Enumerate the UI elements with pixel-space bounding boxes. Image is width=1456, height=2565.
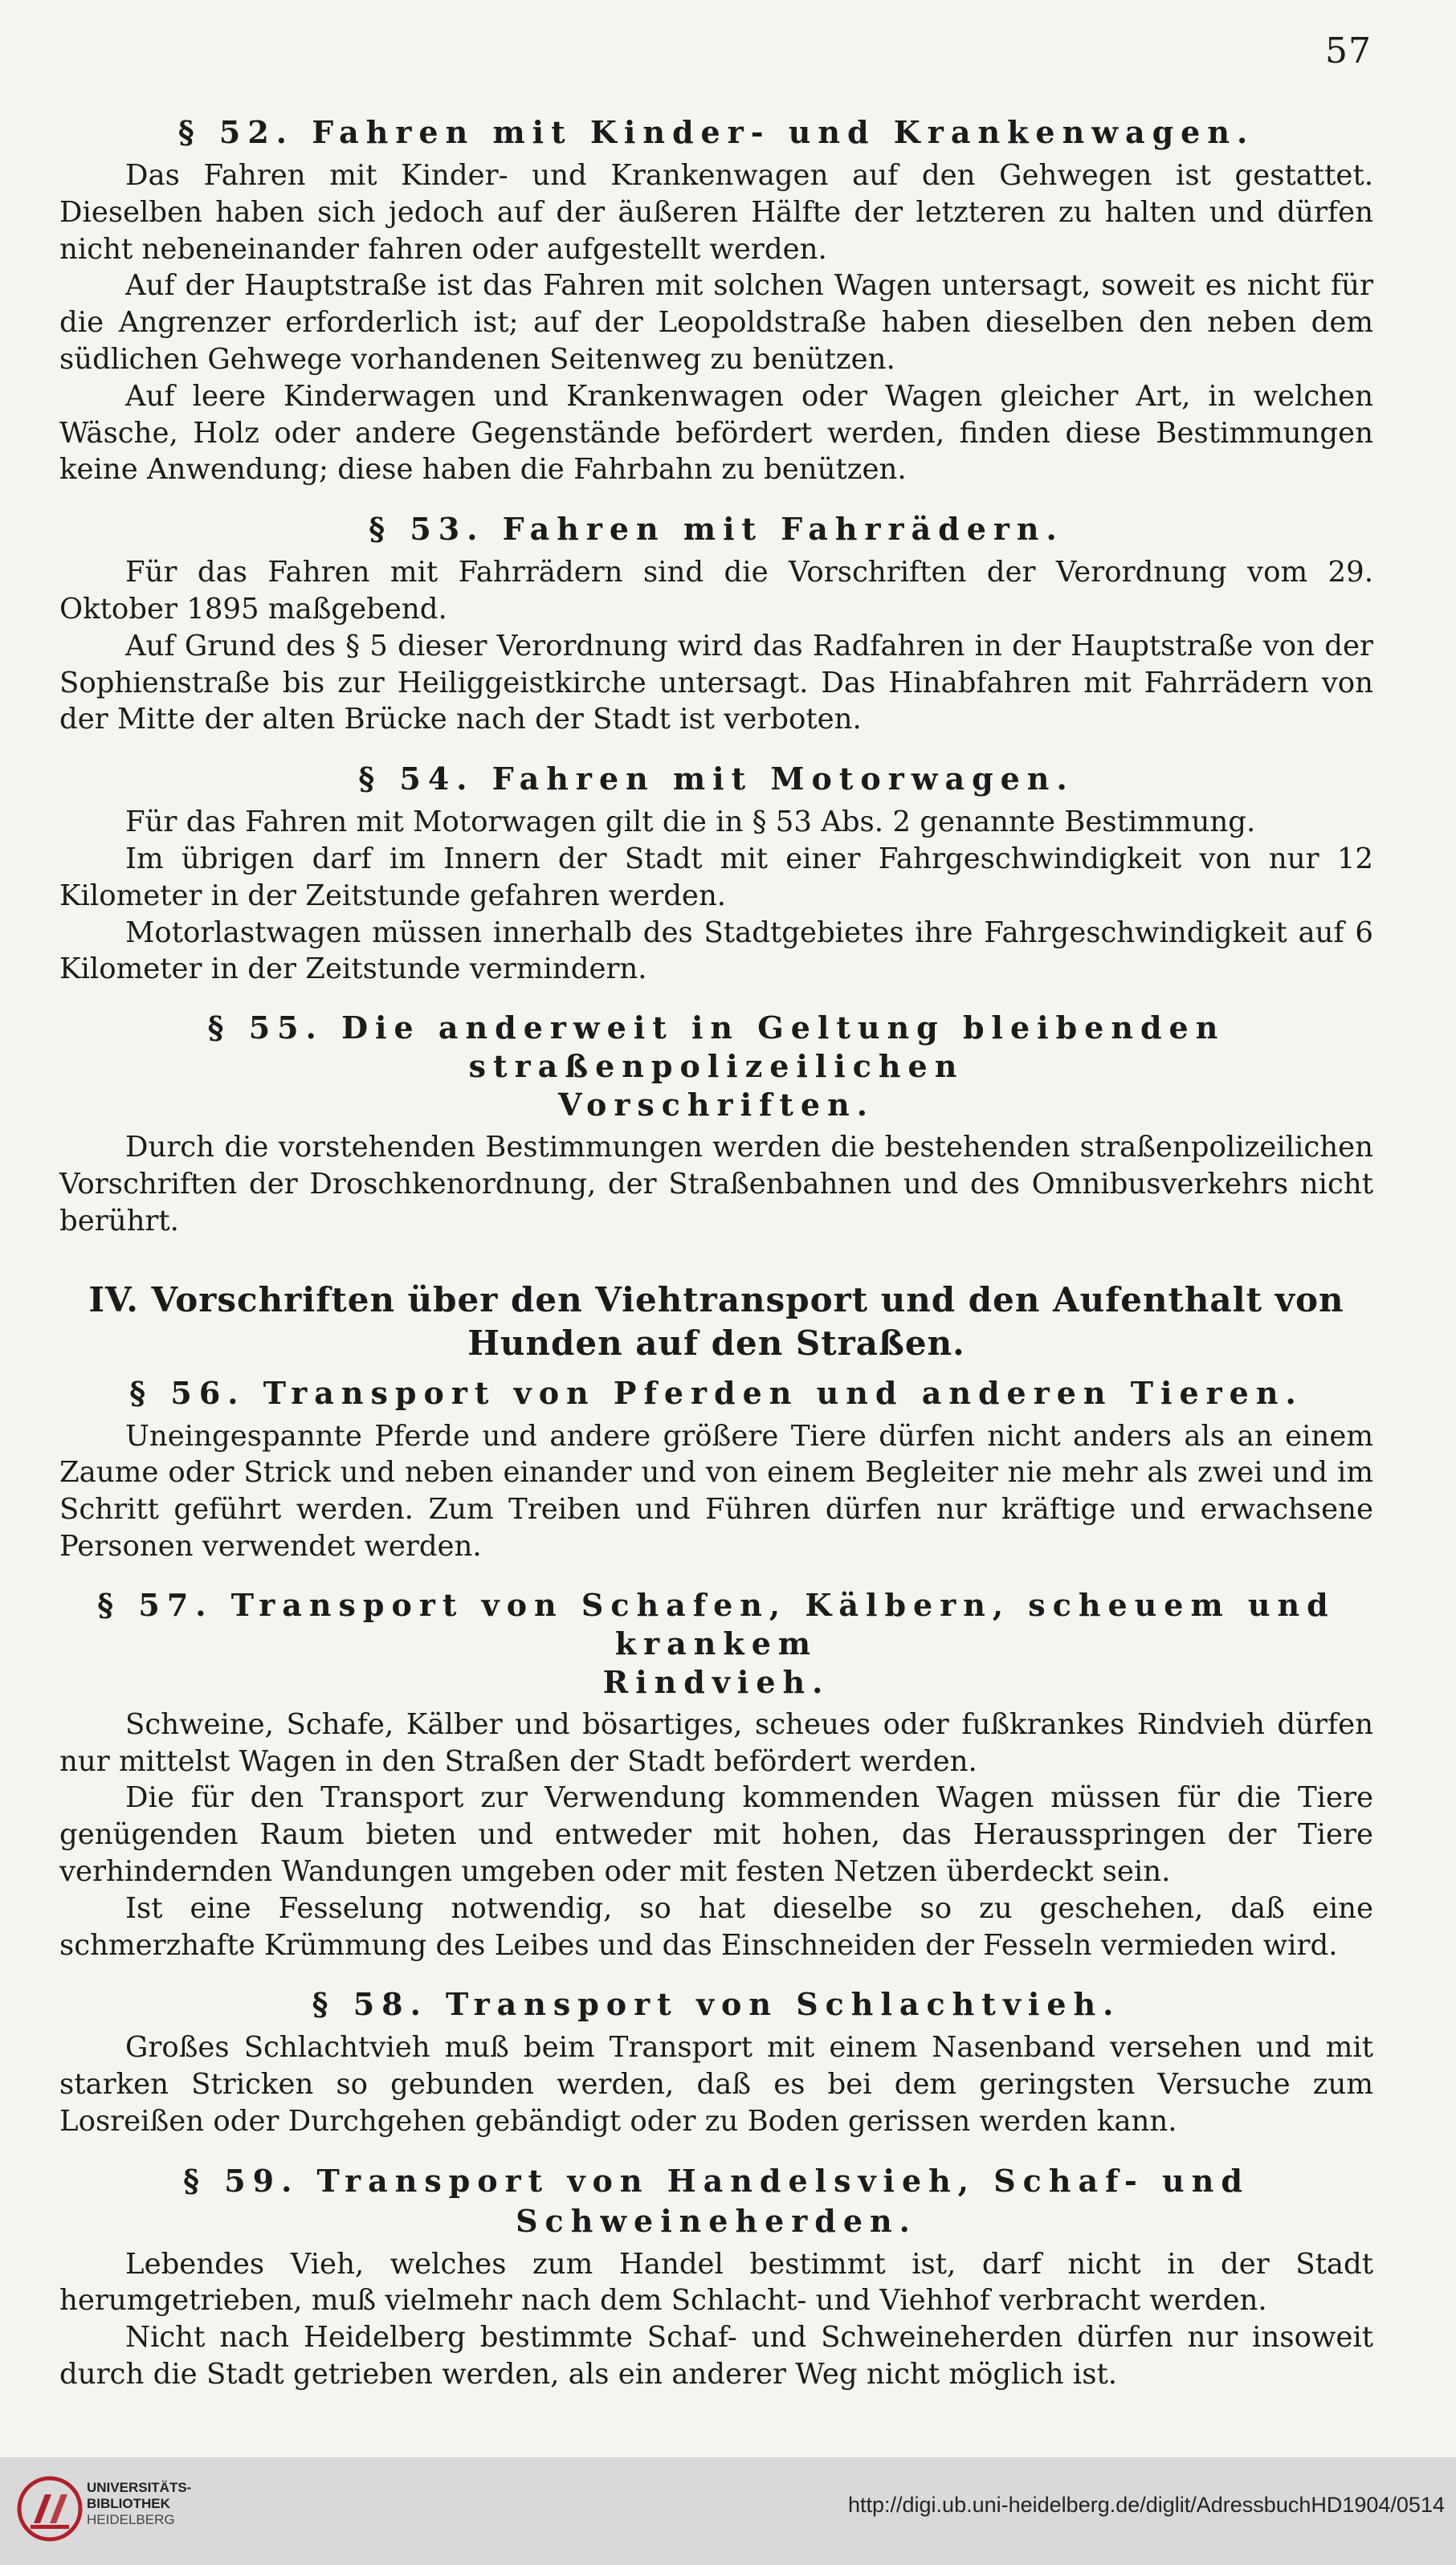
paragraph: Großes Schlachtvieh muß beim Transport mit einem Nasenband versehen und mit starken Stricken so gebunden werden, daß es bei dem geringsten Versuche zum Losreißen oder Durchgehen gebändigt oder zu Boden gerissen werden kann. (59, 2031, 1373, 2138)
paragraph: Auf der Hauptstraße ist das Fahren mit solchen Wagen untersagt, soweit es nicht für die Angrenzer erforderlich ist; auf der Leopoldstraße haben dieselben den neben dem südlichen Gehwege vorhandenen Seitenweg zu benützen. (59, 269, 1373, 376)
section-heading-line: § 57. Transport von Schafen, Kälbern, scheuem und krankem (97, 1586, 1336, 1662)
paragraph: Das Fahren mit Kinder- und Krankenwagen auf den Gehwegen ist gestattet. Dieselben haben sich jedoch auf der äußeren Hälfte der letzteren zu halten und dürfen nicht nebeneinander fahren oder aufgestellt werden. (59, 159, 1373, 266)
paragraph: Auf Grund des § 5 dieser Verordnung wird das Radfahren in der Hauptstraße von der Sophienstraße bis zur Heiliggeistkirche untersagt. Das Hinabfahren mit Fahrrädern von der Mitte der alten Brücke nach der Stadt ist verboten. (59, 629, 1373, 736)
footer-bar (0, 2457, 1456, 2565)
paragraph: Motorlastwagen müssen innerhalb des Stadtgebietes ihre Fahrgeschwindigkeit auf 6 Kilometer in der Zeitstunde vermindern. (59, 915, 1373, 986)
paragraph: Auf leere Kinderwagen und Krankenwagen oder Wagen gleicher Art, in welchen Wäsche, Holz oder andere Gegenstände befördert werden, finden diese Bestimmungen keine Anwendung; diese haben die Fahrbahn zu benützen. (59, 379, 1373, 487)
logo-text-line: HEIDELBERG (87, 2512, 175, 2527)
paragraph: Nicht nach Heidelberg bestimmte Schaf- und Schweineherden dürfen nur insoweit durch die Stadt getrieben werden, als ein anderer Weg nicht möglich ist. (59, 2321, 1373, 2392)
paragraph: Für das Fahren mit Fahrrädern sind die Vorschriften der Verordnung vom 29. Oktober 1895 maßgebend. (59, 556, 1373, 626)
page-content (59, 112, 1373, 2393)
paragraph: Ist eine Fesselung notwendig, so hat dieselbe so zu geschehen, daß eine schmerzhafte Krümmung des Leibes und das Einschneiden der Fesseln vermieden wird. (59, 1891, 1373, 1962)
section-heading-57 (59, 1586, 1373, 1702)
paragraph: Die für den Transport zur Verwendung kommenden Wagen müssen für die Tiere genügenden Raum bieten und entweder mit hohen, das Herausspringen der Tiere verhindernden Wandungen umgeben oder mit festen Netzen überdeckt sein. (59, 1781, 1373, 1888)
logo-text-line: BIBLIOTHEK (87, 2496, 170, 2511)
section-heading-52: § 52. Fahren mit Kinder- und Krankenwagen. (177, 114, 1255, 150)
source-url-link[interactable]: http://digi.ub.uni-heidelberg.de/diglit/AdressbuchHD1904/0514 (847, 2493, 1445, 2517)
chapter-title (59, 1278, 1373, 1365)
paragraph: Durch die vorstehenden Bestimmungen werden die bestehenden straßenpolizeilichen Vorschriften der Droschkenordnung, der Straßenbahnen und des Omnibusverkehrs nicht berührt. (59, 1131, 1373, 1238)
library-logo-text (87, 2480, 191, 2528)
page-number: 57 (1325, 31, 1372, 71)
section-heading-53: § 53. Fahren mit Fahrrädern. (369, 511, 1064, 548)
chapter-title-line: Hunden auf den Straßen. (467, 1323, 965, 1363)
section-heading-54: § 54. Fahren mit Motorwagen. (358, 761, 1075, 797)
section-heading-line: Vorschriften. (558, 1087, 875, 1123)
paragraph: Schweine, Schafe, Kälber und bösartiges, scheues oder fußkrankes Rindvieh dürfen nur mittelst Wagen in den Straßen der Stadt befördert werden. (59, 1707, 1373, 1778)
paragraph: Für das Fahren mit Motorwagen gilt die in § 53 Abs. 2 genannte Bestimmung. (125, 805, 1256, 839)
paragraph: Uneingespannte Pferde und andere größere Tiere dürfen nicht anders als an einem Zaume oder Strick und neben einander und von einem Begleiter nie mehr als zwei und im Schritt geführt werden. Zum Treiben und Führen dürfen nur kräftige und erwachsene Personen verwendet werden. (59, 1419, 1373, 1563)
library-seal-icon (16, 2475, 84, 2543)
logo-text-line: UNIVERSITÄTS- (87, 2480, 192, 2495)
paragraph: Im übrigen darf im Innern der Stadt mit einer Fahrgeschwindigkeit von nur 12 Kilometer in der Zeitstunde gefahren werden. (59, 842, 1373, 912)
section-heading-55 (59, 1009, 1373, 1124)
paragraph: Lebendes Vieh, welches zum Handel bestimmt ist, darf nicht in der Stadt herumgetrieben, muß vielmehr nach dem Schlacht- und Viehhof verbracht werden. (59, 2247, 1373, 2318)
section-heading-line: Rindvieh. (602, 1663, 830, 1700)
section-heading-58: § 58. Transport von Schlachtvieh. (312, 1986, 1121, 2023)
chapter-title-line: IV. Vorschriften über den Viehtransport und den Aufenthalt von (88, 1279, 1344, 1319)
section-heading-line: § 55. Die anderweit in Geltung bleibenden straßenpolizeilichen (207, 1009, 1226, 1085)
section-heading-59: § 59. Transport von Handelsvieh, Schaf- und Schweineherden. (183, 2162, 1250, 2239)
section-heading-56: § 56. Transport von Pferden und anderen Tieren. (129, 1374, 1303, 1411)
